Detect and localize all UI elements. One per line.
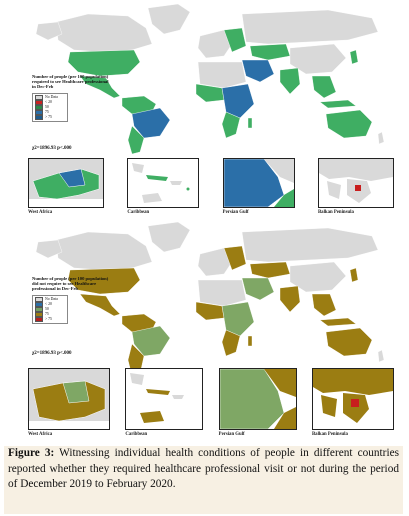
map1-legend [32,74,110,122]
inset-caribbean [127,158,199,215]
legend-item: No Data [35,95,65,100]
legend-item: No Data [35,297,65,302]
inset-frame [318,158,394,208]
inset-label: Caribbean [125,432,148,437]
legend-item: < 20 [35,302,65,307]
caption-text: Witnessing individual health conditions of people in different countries reported whether they required healthcare professional visit or not during the period of December 2019 to February 2020. [8,447,399,491]
inset-frame [127,158,199,208]
world-map-not-required [28,218,394,378]
figure-caption [4,446,403,514]
inset-persian-gulf [219,368,297,437]
figure [28,0,394,446]
inset-label: West Africa [28,432,53,437]
caption-label: Figure 3: [8,447,55,459]
usa [68,50,140,76]
inset-balkan [312,368,394,437]
legend-item: < 20 [35,100,65,105]
legend-swatch [35,115,43,120]
inset-persian-gulf [223,158,295,215]
map1-legend-title: Number of people (per 100 population) required to see Healthcare professional in Dec-Feb [32,74,109,90]
north-africa [198,62,246,88]
inset-frame [219,368,297,430]
legend-item: 75 [35,312,65,317]
inset-label: Balkan Peninsula [311,432,348,437]
inset-label: Persian Gulf [222,210,249,215]
map2-legend [32,276,110,324]
inset-frame [125,368,203,430]
inset-balkan [318,158,394,215]
inset-west-africa [28,158,104,215]
map2-legend-title: Number of people (per 100 population) did not require to see Healthcare professional in Dec-Feb [32,276,109,292]
legend-item: > 75 [35,115,65,120]
legend-item: > 75 [35,317,65,322]
inset-frame [223,158,295,208]
inset-label: Balkan Peninsula [317,210,354,215]
inset-caribbean [125,368,203,437]
map1-insets [28,158,394,215]
map2-legend-box [32,295,68,324]
inset-label: West Africa [28,210,53,215]
map2-insets [28,368,394,437]
inset-label: Persian Gulf [218,432,245,437]
legend-item: 50 [35,307,65,312]
map1-chi-square: χ2=1896.93 p<.000 [32,146,72,151]
inset-label: Caribbean [127,210,150,215]
inset-frame [28,158,104,208]
inset-west-africa [28,368,110,437]
map1-legend-box [32,93,68,122]
inset-frame [312,368,394,430]
inset-frame [28,368,110,430]
legend-item: 50 [35,105,65,110]
legend-swatch [35,317,43,322]
map2-chi-square: χ2=1896.93 p<.000 [32,351,72,356]
world-map-required [28,0,394,155]
legend-item: 75 [35,110,65,115]
madagascar [248,118,252,128]
